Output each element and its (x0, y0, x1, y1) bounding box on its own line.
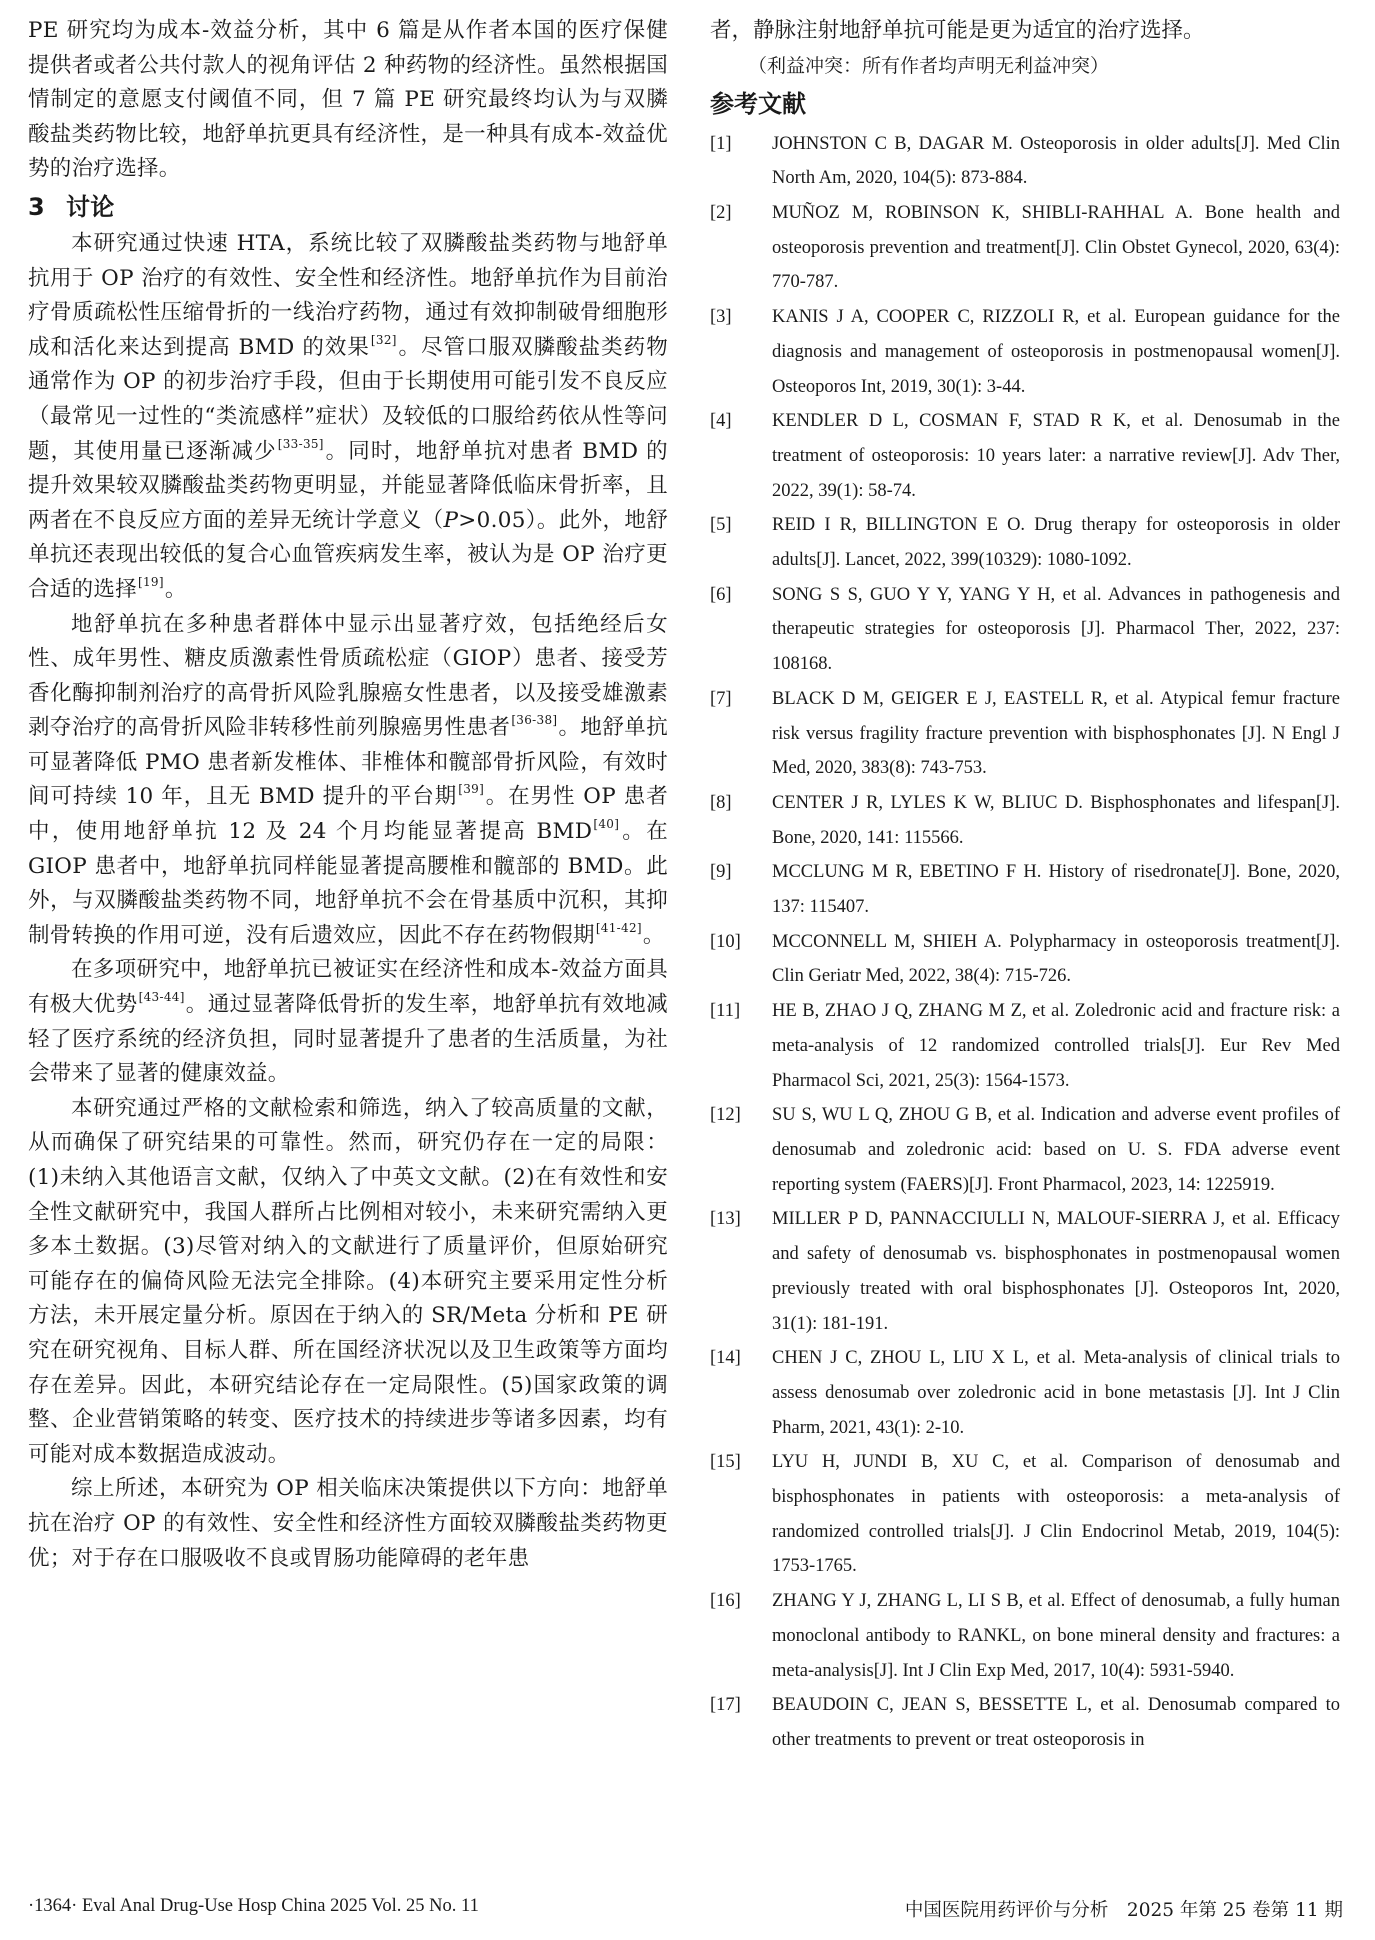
text-run: 。地舒单抗可显著降低 PMO 患者新发椎体、非椎体和髋部骨折风险，有效时间可持续 10 年，且无 BMD 提升的平台期 (28, 715, 668, 810)
reference-number: [1] (710, 133, 732, 154)
reference-text: MCCLUNG M R, EBETINO F H. History of risedronate[J]. Bone, 2020, 137: 115407. (772, 862, 1340, 918)
reference-number: [6] (710, 584, 732, 605)
citation[interactable]: [33-35] (277, 436, 324, 451)
text-run: 地舒单抗在多种患者群体中显示出显著疗效，包括绝经后女性、成年男性、糖皮质激素性骨质疏松症（GIOP）患者、接受芳香化酶抑制剂治疗的高骨折风险乳腺癌女性患者，以及接受雄激素剥夺治疗的高骨折风险非转移性前列腺癌男性患者 (28, 611, 668, 741)
reference-item (710, 196, 1340, 300)
reference-text: KANIS J A, COOPER C, RIZZOLI R, et al. European guidance for the diagnosis and management of osteoporosis in postmenopausal women[J]. Osteoporos Int, 2019, 30(1): 3-44. (772, 307, 1340, 397)
text-run: 。在男性 OP 患者中，使用地舒单抗 12 及 24 个月均能显著提高 BMD (28, 784, 668, 845)
reference-item (710, 682, 1340, 786)
reference-number: [3] (710, 307, 732, 328)
reference-item (710, 925, 1340, 994)
reference-number: [2] (710, 203, 732, 223)
text-run: 。 (164, 576, 187, 602)
text-run: 。 (642, 922, 665, 948)
footer-journal-citation: ·1364· Eval Anal Drug-Use Hosp China 2025 Vol. 25 No. 11 (28, 1896, 479, 1916)
reference-number: [5] (710, 515, 732, 536)
reference-number: [13] (710, 1209, 741, 1230)
reference-text: SU S, WU L Q, ZHOU G B, et al. Indication and adverse event profiles of denosumab and zoledronic acid: based on U. S. FDA adverse event reporting system (FAERS)[J]. Front Pharmacol, 2023, 14: 1225919. (772, 1105, 1340, 1195)
section-heading (28, 189, 668, 225)
reference-text: MILLER P D, PANNACCIULLI N, MALOUF-SIERRA J, et al. Efficacy and safety of denosumab vs. bisphosphonates in postmenopausal women previously treated with oral bisphosphonates [J]. Osteoporos Int, 2020, 31(1): 181-191. (772, 1209, 1340, 1334)
reference-list (710, 127, 1340, 1758)
conflict-of-interest-statement: （利益冲突：所有作者均声明无利益冲突） (748, 54, 1110, 77)
continuation-paragraph: 者，静脉注射地舒单抗可能是更为适宜的治疗选择。 (710, 18, 1205, 43)
citation[interactable]: [41-42] (595, 920, 642, 935)
reference-item (710, 1584, 1340, 1688)
citation[interactable]: [40] (593, 817, 620, 832)
text-run: 在多项研究中，地舒单抗已被证实在经济性和成本-效益方面具有极大优势 (28, 957, 668, 1018)
reference-item (710, 786, 1340, 855)
reference-number: [16] (710, 1591, 741, 1612)
citation[interactable]: [43-44] (138, 990, 185, 1005)
reference-item (710, 127, 1340, 196)
citation[interactable]: [32] (370, 332, 397, 347)
text-run: 。尽管口服双膦酸盐类药物通常作为 OP 的初步治疗手段，但由于长期使用可能引发不良反应（最常见一过性的“类流感样”症状）及较低的口服给药依从性等问题，其使用量已逐渐减少 (28, 334, 668, 464)
reference-number: [12] (710, 1105, 741, 1126)
reference-text: REID I R, BILLINGTON E O. Drug therapy for osteoporosis in older adults[J]. Lancet, 2022, 399(10329): 1080-1092. (772, 515, 1340, 571)
reference-item (710, 300, 1340, 404)
reference-item (710, 855, 1340, 924)
p-value-symbol: P (443, 507, 459, 533)
section-number: 3 (28, 192, 45, 221)
discussion-paragraph-4: 本研究通过严格的文献检索和筛选，纳入了较高质量的文献，从而确保了研究结果的可靠性。然而，研究仍存在一定的局限：(1)未纳入其他语言文献，仅纳入了中英文文献。(2)在有效性和安全性文献研究中，我国人群所占比例相对较小，未来研究需纳入更多本土数据。(3)尽管对纳入的文献进行了质量评价，但原始研究可能存在的偏倚风险无法完全排除。(4)本研究主要采用定性分析方法，未开展定量分析。原因在于纳入的 SR/Meta 分析和 PE 研究在研究视角、目标人群、所在国经济状况以及卫生政策等方面均存在差异。因此，本研究结论存在一定局限性。(5)国家政策的调整、企业营销策略的转变、医疗技术的持续进步等诸多因素，均有可能对成本数据造成波动。 (28, 1095, 668, 1467)
reference-number: [14] (710, 1348, 741, 1369)
reference-number: [8] (710, 792, 732, 813)
reference-text: ZHANG Y J, ZHANG L, LI S B, et al. Effect of denosumab, a fully human monoclonal antibody to RANKL, on bone mineral density and fractures: a meta-analysis[J]. Int J Clin Exp Med, 2017, 10(4): 5931-5940. (772, 1591, 1340, 1681)
reference-item (710, 404, 1340, 508)
reference-text: MCCONNELL M, SHIEH A. Polypharmacy in osteoporosis treatment[J]. Clin Geriatr Med, 2022, 38(4): 715-726. (772, 931, 1340, 987)
reference-item (710, 508, 1340, 577)
reference-item (710, 1688, 1340, 1757)
reference-number: [17] (710, 1695, 741, 1716)
citation[interactable]: [39] (458, 782, 485, 797)
reference-item (710, 994, 1340, 1098)
citation[interactable]: [36-38] (511, 713, 558, 728)
reference-text: JOHNSTON C B, DAGAR M. Osteoporosis in older adults[J]. Med Clin North Am, 2020, 104(5): 873-884. (772, 133, 1340, 189)
footer-journal-issue: 中国医院用药评价与分析 2025 年第 25 卷第 11 期 (904, 1900, 1343, 1921)
reference-number: [4] (710, 411, 732, 432)
text-run: 。通过显著降低骨折的发生率，地舒单抗有效地减轻了医疗系统的经济负担，同时显著提升了患者的生活质量，为社会带来了显著的健康效益。 (28, 992, 668, 1087)
right-column (710, 14, 1340, 1758)
reference-text: MUÑOZ M, ROBINSON K, SHIBLI-RAHHAL A. Bone health and osteoporosis prevention and treatment[J]. Clin Obstet Gynecol, 2020, 63(4): 770-787. (772, 203, 1340, 293)
reference-text: BEAUDOIN C, JEAN S, BESSETTE L, et al. Denosumab compared to other treatments to prevent or treat osteoporosis in (772, 1695, 1340, 1750)
reference-item (710, 1341, 1340, 1445)
reference-number: [11] (710, 1001, 741, 1022)
reference-text: CENTER J R, LYLES K W, BLIUC D. Bisphosphonates and lifespan[J]. Bone, 2020, 141: 115566. (772, 792, 1340, 848)
reference-text: SONG S S, GUO Y Y, YANG Y H, et al. Advances in pathogenesis and therapeutic strategies for osteoporosis [J]. Pharmacol Ther, 2022, 237: 108168. (772, 584, 1340, 675)
reference-item (710, 1445, 1340, 1584)
reference-text: HE B, ZHAO J Q, ZHANG M Z, et al. Zoledronic acid and fracture risk: a meta-analysis of 12 randomized controlled trials[J]. Eur Rev Med Pharmacol Sci, 2021, 25(3): 1564-1573. (772, 1001, 1340, 1091)
reference-number: [15] (710, 1452, 741, 1473)
reference-item (710, 1098, 1340, 1202)
reference-item (710, 1202, 1340, 1341)
text-run: >0.05）。此外，地舒单抗还表现出较低的复合心血管疾病发生率，被认为是 OP 治疗更合适的选择 (28, 507, 668, 602)
reference-text: LYU H, JUNDI B, XU C, et al. Comparison of denosumab and bisphosphonates in patients with osteoporosis: a meta-analysis of randomized controlled trials[J]. J Clin Endocrinol Metab, 2019, 104(5): 1753-1765. (772, 1452, 1340, 1577)
discussion-paragraph-1 (28, 227, 668, 608)
discussion-paragraph-2 (28, 608, 668, 954)
reference-text: BLACK D M, GEIGER E J, EASTELL R, et al. Atypical femur fracture risk versus fragility fracture prevention with bisphosphonates [J]. N Engl J Med, 2020, 383(8): 743-753. (772, 688, 1340, 779)
reference-number: [10] (710, 931, 741, 952)
text-run: 。同时，地舒单抗对患者 BMD 的提升效果较双膦酸盐类药物更明显，并能显著降低临床骨折率，且两者在不良反应方面的差异无统计学意义（ (28, 438, 668, 533)
intro-paragraph: PE 研究均为成本-效益分析，其中 6 篇是从作者本国的医疗保健提供者或者公共付款人的视角评估 2 种药物的经济性。虽然根据国情制定的意愿支付阈值不同，但 7 篇 PE 研究最终均认为与双膦酸盐类药物比较，地舒单抗更具有经济性，是一种具有成本-效益优势的治疗选择。 (28, 18, 668, 182)
reference-text: KENDLER D L, COSMAN F, STAD R K, et al. Denosumab in the treatment of osteoporosis: 10 years later: a narrative review[J]. Adv Ther, 2022, 39(1): 58-74. (772, 411, 1340, 501)
left-column (28, 14, 668, 1576)
reference-item (710, 578, 1340, 682)
text-run: 本研究通过快速 HTA，系统比较了双膦酸盐类药物与地舒单抗用于 OP 治疗的有效性、安全性和经济性。地舒单抗作为目前治疗骨质疏松性压缩骨折的一线治疗药物，通过有效抑制破骨细胞形成和活化来达到提高 BMD 的效果 (28, 230, 668, 360)
references-heading: 参考文献 (710, 89, 806, 118)
discussion-paragraph-5: 综上所述，本研究为 OP 相关临床决策提供以下方向：地舒单抗在治疗 OP 的有效性、安全性和经济性方面较双膦酸盐类药物更优；对于存在口服吸收不良或胃肠功能障碍的老年患 (28, 1476, 668, 1571)
section-title: 讨论 (66, 192, 115, 221)
discussion-paragraph-3 (28, 953, 668, 1091)
text-run: 。在 GIOP 患者中，地舒单抗同样能显著提高腰椎和髋部的 BMD。此外，与双膦酸盐类药物不同，地舒单抗不会在骨基质中沉积，其抑制骨转换的作用可逆，没有后遗效应，因此不存在药物假期 (28, 819, 669, 948)
reference-text: CHEN J C, ZHOU L, LIU X L, et al. Meta-analysis of clinical trials to assess denosumab over zoledronic acid in bone metastasis [J]. Int J Clin Pharm, 2021, 43(1): 2-10. (772, 1348, 1340, 1438)
reference-number: [9] (710, 862, 732, 883)
citation[interactable]: [19] (138, 574, 164, 589)
reference-number: [7] (710, 688, 732, 709)
